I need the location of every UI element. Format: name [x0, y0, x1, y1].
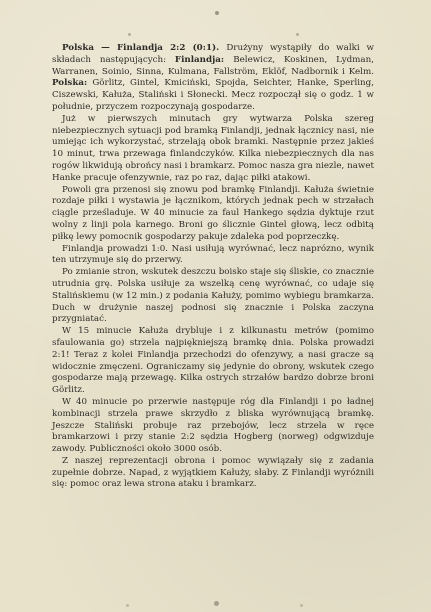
- top-left-dot: [128, 33, 131, 36]
- article-paragraph-7: [52, 397, 374, 456]
- finland-label: Finlandja:: [174, 54, 234, 65]
- article-paragraph-6: [52, 326, 374, 397]
- paragraph-7-text: W 40 minucie po przerwie następuje róg dla Finlandji i po ładnej kombinacji strzela prawe skrzydło z bliska wyrównującą bramkę. Jeszcze Staliński probuje raz przebojów, lecz strzela w ręce bramkarzowi i przy stanie 2:2 sędzia Hogberg (norweg) odgwizduje zawody. Publiczności około 3000 osób.: [52, 396, 374, 455]
- paragraph-3-text: Powoli gra przenosi się znowu pod bramkę Finlandji. Kałuża świetnie rozdaje piłki i wystawia je łącznikom, których jednak pech w strzałach ciągle prześladuje. W 40 minucie za faul Hankego sędzia dyktuje rzut wolny z linji pola karnego. Broni go ślicznie Gintel głową, lecz odbitą piłkę lewy pomocnik gospodarzy pakuje zdaleka pod poprzeczkę.: [52, 184, 374, 242]
- bottom-left-dot: [126, 604, 129, 607]
- poland-label: Polska:: [52, 78, 93, 89]
- bottom-right-dot: [300, 604, 303, 607]
- lineups-intro: Drużyny wystąpiły do walki w składach następujących:: [52, 43, 375, 65]
- paragraph-2-part-2: Następnie przez jakieś 10 minut, trwa przewaga finlandczyków. Kilka niebezpiecznych dla nas rogów likwidują obrońcy nasi i bramkarz. Pomoc nasza gra niezle, nawet Hanke pracuje ofenzywnie, raz po raz, dając piłki atakowi.: [52, 137, 375, 183]
- top-right-dot: [296, 33, 299, 36]
- paragraph-5-text: Po zmianie stron, wskutek deszczu boisko staje się śliskie, co znacznie utrudnia grę. Polska usiłuje za wszelką cenę wyrównać, co udaje się Stalińskiemu (w 12 min.) z podania Kałuży, pomimo wybiegu bramkarza. Duch w drużynie naszej podnosi się znacznie i Polska zaczyna przygniatać.: [52, 267, 374, 325]
- paragraph-2-part-1: Już w pierwszych minutach gry wytwarza Polska szereg niebezpiecznych sytuacji pod bramką Finlandji, jednak łącznicy nasi, nie umiejąc ich wykorzystać, strzelają obok bramki.: [52, 113, 374, 148]
- paragraph-4-text: Finlandja prowadzi 1:0. Nasi usiłują wyrównać, lecz naprózno, wynik ten utrzymuje się do przerwy.: [52, 243, 374, 266]
- article-paragraph-5: [52, 267, 374, 326]
- paragraph-8-text: Z naszej reprezentacji obrona i pomoc wywiązały się z zadania zupełnie dobrze. Napad, z wyjątkiem Kałuży, słaby. Z Finlandji wyróżnili się: pomoc oraz lewa strona ataku i bramkarz.: [52, 455, 374, 490]
- article-paragraph-1: [52, 43, 374, 114]
- match-headline: Polska — Finlandja 2:2 (0:1).: [62, 43, 227, 53]
- finland-lineup: Belewicz, Koskinen, Lydman, Warranen, Soinio, Sinna, Kulmana, Fallström, Eklöf, Nadbornik i Kelm.: [52, 54, 374, 77]
- article-paragraph-8: [52, 456, 374, 491]
- article-paragraph-4: [52, 244, 374, 268]
- match-report-article: [52, 43, 374, 491]
- article-paragraph-3: [52, 185, 374, 244]
- top-center-dot: [215, 11, 219, 15]
- poland-lineup-and-kickoff: Görlitz, Gintel, Kmiciński, Spojda, Seichter, Hanke, Sperling, Ciszewski, Kałuża, Staliński i Słonecki. Mecz rozpoczął się o godz. 1 w południe, przyczem rozpoczynają gospodarze.: [52, 78, 374, 112]
- paragraph-6-text: W 15 minucie Kałuża drybluje i z kilkunastu metrów (pomimo sfaulowania go) strzela najpiękniejszą bramkę dnia. Polska prowadzi 2:1! Teraz z kolei Finlandja przechodzi do ofenzywy, a nasi gracze są widocznie zmęczeni. Ograniczamy się jedynie do obrony, wskutek czego gospodarze mają przewagę. Kilka ostrych strzałów bardzo dobrze broni Görlitz.: [52, 326, 374, 396]
- bottom-center-dot: [214, 601, 219, 606]
- article-paragraph-2: [52, 114, 374, 185]
